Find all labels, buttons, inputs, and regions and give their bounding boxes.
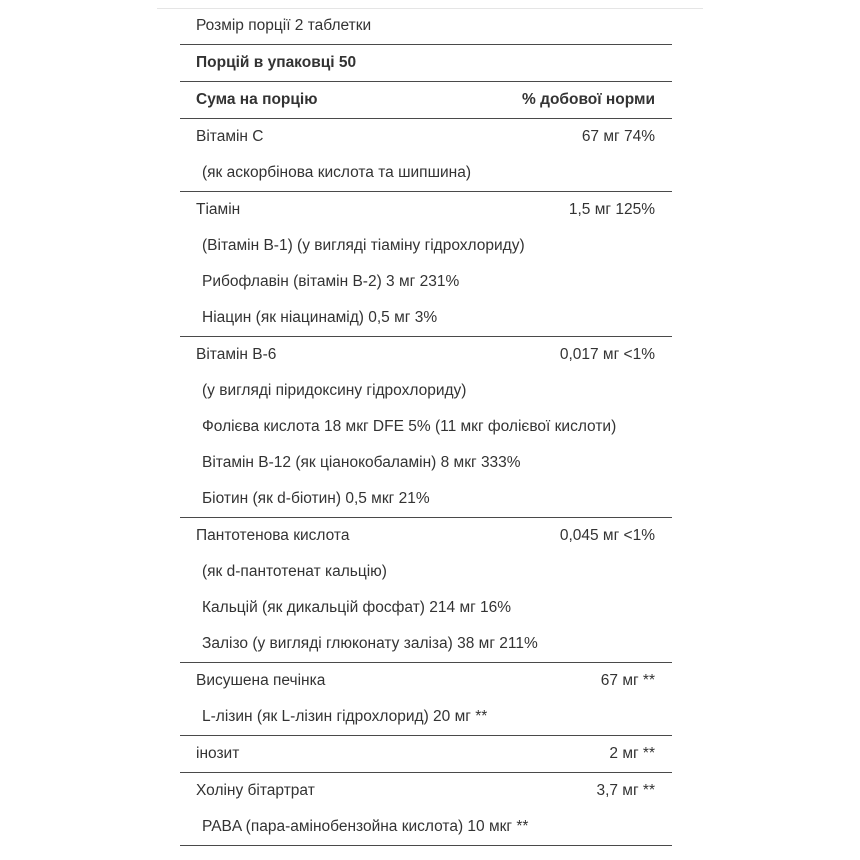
nutrient-row bbox=[180, 192, 672, 228]
nutrient-value: 67 мг ** bbox=[600, 672, 655, 689]
nutrient-name: Тіамін bbox=[196, 201, 241, 218]
nutrient-row bbox=[180, 626, 672, 662]
servings-per-container-row bbox=[180, 45, 672, 81]
nutrient-name: Залізо (у вигляді глюконату заліза) 38 мг 211% bbox=[202, 635, 538, 652]
header-row bbox=[180, 82, 672, 118]
nutrient-name: Біотин (як d-біотин) 0,5 мкг 21% bbox=[202, 490, 430, 507]
nutrient-name: Кальцій (як дикальцій фосфат) 214 мг 16% bbox=[202, 599, 512, 616]
amount-header: Сума на порцію bbox=[196, 91, 318, 108]
nutrient-row bbox=[180, 590, 672, 626]
serving-size-row bbox=[180, 8, 672, 44]
nutrient-name: L-лізин (як L-лізин гідрохлорид) 20 мг ** bbox=[202, 708, 488, 725]
nutrient-row bbox=[180, 337, 672, 373]
nutrient-name: (у вигляді піридоксину гідрохлориду) bbox=[202, 382, 467, 399]
nutrient-row bbox=[180, 409, 672, 445]
nutrient-row bbox=[180, 773, 672, 809]
nutrient-row bbox=[180, 699, 672, 735]
nutrient-name: PABA (пара-амінобензойна кислота) 10 мкг ** bbox=[202, 818, 529, 835]
nutrient-name: Холіну бітартрат bbox=[196, 782, 315, 799]
nutrient-name: інозит bbox=[196, 745, 240, 762]
nutrient-name: (як аскорбінова кислота та шипшина) bbox=[202, 164, 472, 181]
nutrient-value: 2 мг ** bbox=[609, 745, 655, 762]
nutrient-row bbox=[180, 663, 672, 699]
nutrient-row bbox=[180, 554, 672, 590]
nutrient-row bbox=[180, 264, 672, 300]
nutrient-name: (Вітамін В-1) (у вигляді тіаміну гідрохлориду) bbox=[202, 237, 525, 254]
nutrient-name: Вітамін В-12 (як ціанокобаламін) 8 мкг 333% bbox=[202, 454, 521, 471]
nutrient-row bbox=[180, 300, 672, 336]
nutrient-name: Пантотенова кислота bbox=[196, 527, 350, 544]
nutrient-name: Рибофлавін (вітамін В-2) 3 мг 231% bbox=[202, 273, 460, 290]
servings-per-container-text: Порцій в упаковці 50 bbox=[196, 54, 357, 71]
nutrient-name: Вітамін В-6 bbox=[196, 346, 277, 363]
nutrient-value: 3,7 мг ** bbox=[596, 782, 655, 799]
nutrient-row bbox=[180, 481, 672, 517]
nutrient-name: Вітамін С bbox=[196, 128, 264, 145]
serving-size-text: Розмір порції 2 таблетки bbox=[196, 17, 372, 34]
nutrient-name: Ніацин (як ніацинамід) 0,5 мг 3% bbox=[202, 309, 438, 326]
nutrient-value: 67 мг 74% bbox=[581, 128, 655, 145]
nutrient-value: 0,045 мг <1% bbox=[559, 527, 655, 544]
nutrient-row bbox=[180, 119, 672, 155]
nutrient-groups bbox=[180, 119, 672, 846]
supplement-facts-table bbox=[180, 8, 672, 846]
nutrient-row bbox=[180, 518, 672, 554]
nutrient-name: Висушена печінка bbox=[196, 672, 326, 689]
nutrient-row bbox=[180, 228, 672, 264]
nutrient-row bbox=[180, 373, 672, 409]
nutrient-name: Фолієва кислота 18 мкг DFE 5% (11 мкг фолієвої кислоти) bbox=[202, 418, 617, 435]
nutrient-row bbox=[180, 445, 672, 481]
nutrient-value: 1,5 мг 125% bbox=[568, 201, 655, 218]
nutrient-row bbox=[180, 809, 672, 845]
nutrient-row bbox=[180, 155, 672, 191]
group-separator bbox=[180, 845, 672, 846]
daily-value-header: % добової норми bbox=[522, 91, 655, 108]
nutrient-value: 0,017 мг <1% bbox=[559, 346, 655, 363]
nutrient-name: (як d-пантотенат кальцію) bbox=[202, 563, 387, 580]
nutrient-row bbox=[180, 736, 672, 772]
